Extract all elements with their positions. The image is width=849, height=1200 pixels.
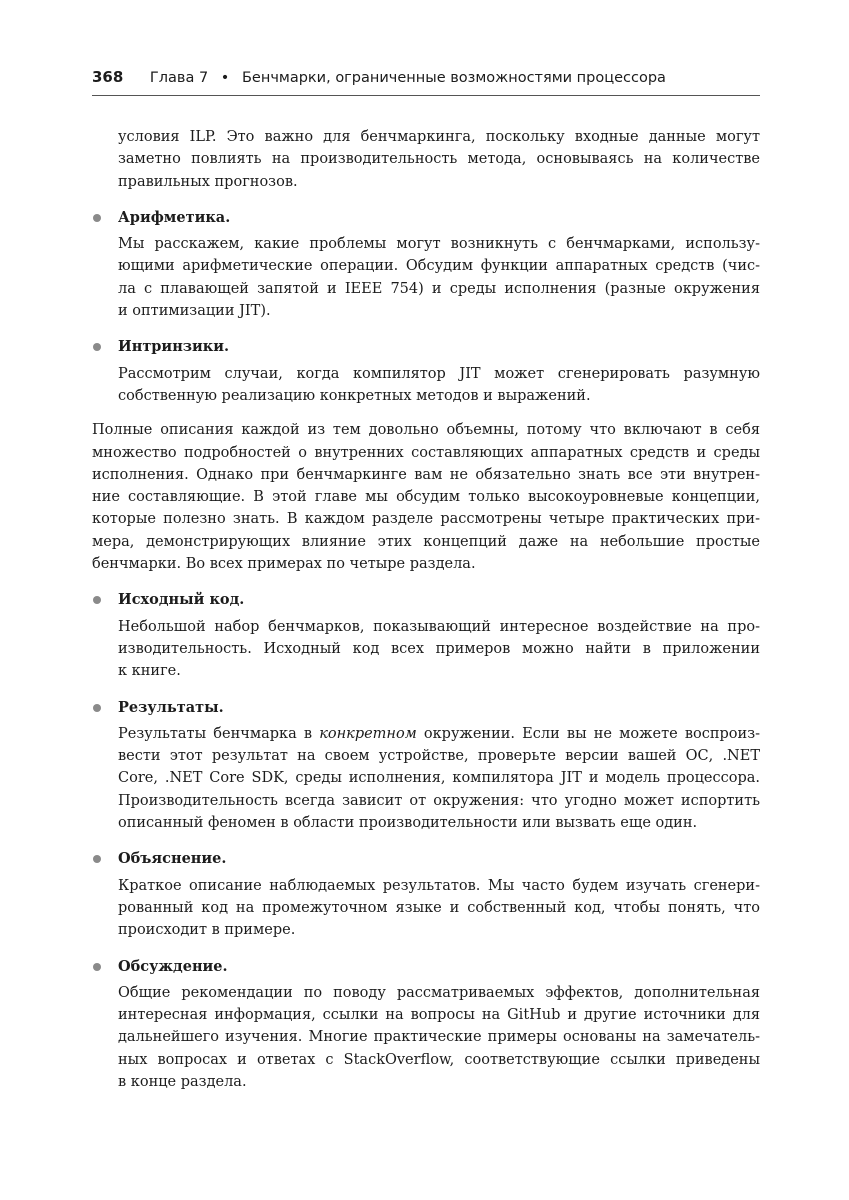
header-separator: •	[220, 70, 230, 86]
text-line: к книге.	[118, 663, 181, 680]
text-line: Производительность всегда зависит от окружения: что угодно может испортить	[118, 792, 760, 809]
page-number: 368	[92, 68, 124, 86]
text-line: Рассмотрим случаи, когда компилятор JIT может сгенерировать разумную	[118, 365, 760, 382]
text-line: правильных прогнозов.	[118, 173, 298, 190]
text-line: и оптимизации JIT).	[118, 303, 271, 320]
bullet-icon	[93, 704, 101, 712]
text-line: рованный код на промежуточном языке и собственный код, чтобы понять, что	[118, 899, 760, 916]
bullet-body-discussion	[118, 982, 760, 1093]
text-line: Мы расскажем, какие проблемы могут возникнуть с бенчмарками, использу-	[118, 236, 760, 253]
bullet-body-results	[118, 723, 760, 834]
chapter-title: Бенчмарки, ограниченные возможностями процессора	[241, 70, 666, 86]
bullet-heading-explanation	[118, 848, 760, 870]
text-run: окружении. Если вы не можете воспроиз-	[416, 725, 761, 742]
text-line: Полные описания каждой из тем довольно объемны, потому что включают в себя	[92, 422, 760, 439]
text-line: Краткое описание наблюдаемых результатов. Мы часто будем изучать сгенери-	[118, 877, 760, 894]
text-line	[118, 723, 760, 745]
text-line: исполнения. Однако при бенчмаркинге вам не обязательно знать все эти внутрен-	[92, 466, 760, 483]
bullet-icon	[93, 855, 101, 863]
text-line: интересная информация, ссылки на вопросы на GitHub и другие источники для	[118, 1007, 760, 1024]
bullet-icon	[93, 343, 101, 351]
bullet-icon	[93, 214, 101, 222]
bullet-body-arithmetic	[118, 233, 760, 322]
bullet-body-explanation	[118, 875, 760, 942]
text-line: бенчмарки. Во всех примерах по четыре раздела.	[92, 556, 476, 573]
bullet-heading-arithmetic	[118, 207, 760, 229]
bullet-heading-discussion	[118, 956, 760, 978]
bullet-icon	[93, 596, 101, 604]
text-line: условия ILP. Это важно для бенчмаркинга, поскольку входные данные могут	[118, 129, 760, 145]
text-line: множество подробностей о внутренних составляющих аппаратных средств и среды	[92, 444, 760, 461]
intro-continuation	[118, 126, 760, 193]
text-line: ных вопросах и ответах с StackOverflow, соответствующие ссылки приведены	[118, 1051, 760, 1068]
bullet-title: Обсуждение.	[118, 957, 228, 975]
text-line: Небольшой набор бенчмарков, показывающий интересное воздействие на про-	[118, 618, 760, 635]
bullet-title: Исходный код.	[118, 591, 245, 609]
text-line: ла с плавающей запятой и IEEE 754) и среды исполнения (разные окружения	[118, 280, 760, 297]
text-line: Общие рекомендации по поводу рассматриваемых эффектов, дополнительная	[118, 984, 760, 1001]
bullet-body-intrinsics	[118, 363, 760, 408]
bullet-heading-results	[118, 697, 760, 719]
bullet-title: Объяснение.	[118, 850, 227, 868]
bullet-heading-intrinsics	[118, 336, 760, 358]
bullet-title: Результаты.	[118, 698, 224, 716]
text-line: заметно повлиять на производительность метода, основываясь на количестве	[118, 151, 760, 168]
page-body	[92, 126, 760, 1093]
bullet-icon	[93, 963, 101, 971]
text-line: ющими арифметические операции. Обсудим функции аппаратных средств (чис-	[118, 258, 760, 275]
text-line: собственную реализацию конкретных методов и выражений.	[118, 387, 591, 404]
chapter-label: Глава 7	[149, 70, 209, 86]
text-line: Core, .NET Core SDK, среды исполнения, компилятора JIT и модель процессора.	[118, 770, 760, 787]
bullet-body-source-code	[118, 616, 760, 683]
bullet-heading-source-code	[118, 589, 760, 611]
bullet-title: Интринзики.	[118, 338, 230, 356]
text-line: описанный феномен в области производительности или вызвать еще один.	[118, 815, 698, 832]
text-line: ние составляющие. В этой главе мы обсудим только высокоуровневые концепции,	[92, 489, 760, 506]
text-line: мера, демонстрирующих влияние этих концепций даже на небольшие простые	[92, 533, 760, 550]
bullet-title: Арифметика.	[118, 208, 231, 226]
text-line: которые полезно знать. В каждом разделе рассмотрены четыре практических при-	[92, 511, 760, 528]
body-paragraph	[92, 419, 760, 575]
text-line: вести этот результат на своем устройстве, проверьте версии вашей ОС, .NET	[118, 748, 760, 765]
text-line: в конце раздела.	[118, 1073, 247, 1090]
text-run: Результаты бенчмарка в	[118, 725, 320, 742]
text-line: дальнейшего изучения. Многие практические примеры основаны на замечатель-	[118, 1029, 760, 1046]
emphasis-text: конкретном	[319, 725, 417, 742]
running-header	[92, 68, 760, 96]
text-line: происходит в примере.	[118, 922, 296, 939]
text-line: изводительность. Исходный код всех примеров можно найти в приложении	[118, 640, 760, 657]
